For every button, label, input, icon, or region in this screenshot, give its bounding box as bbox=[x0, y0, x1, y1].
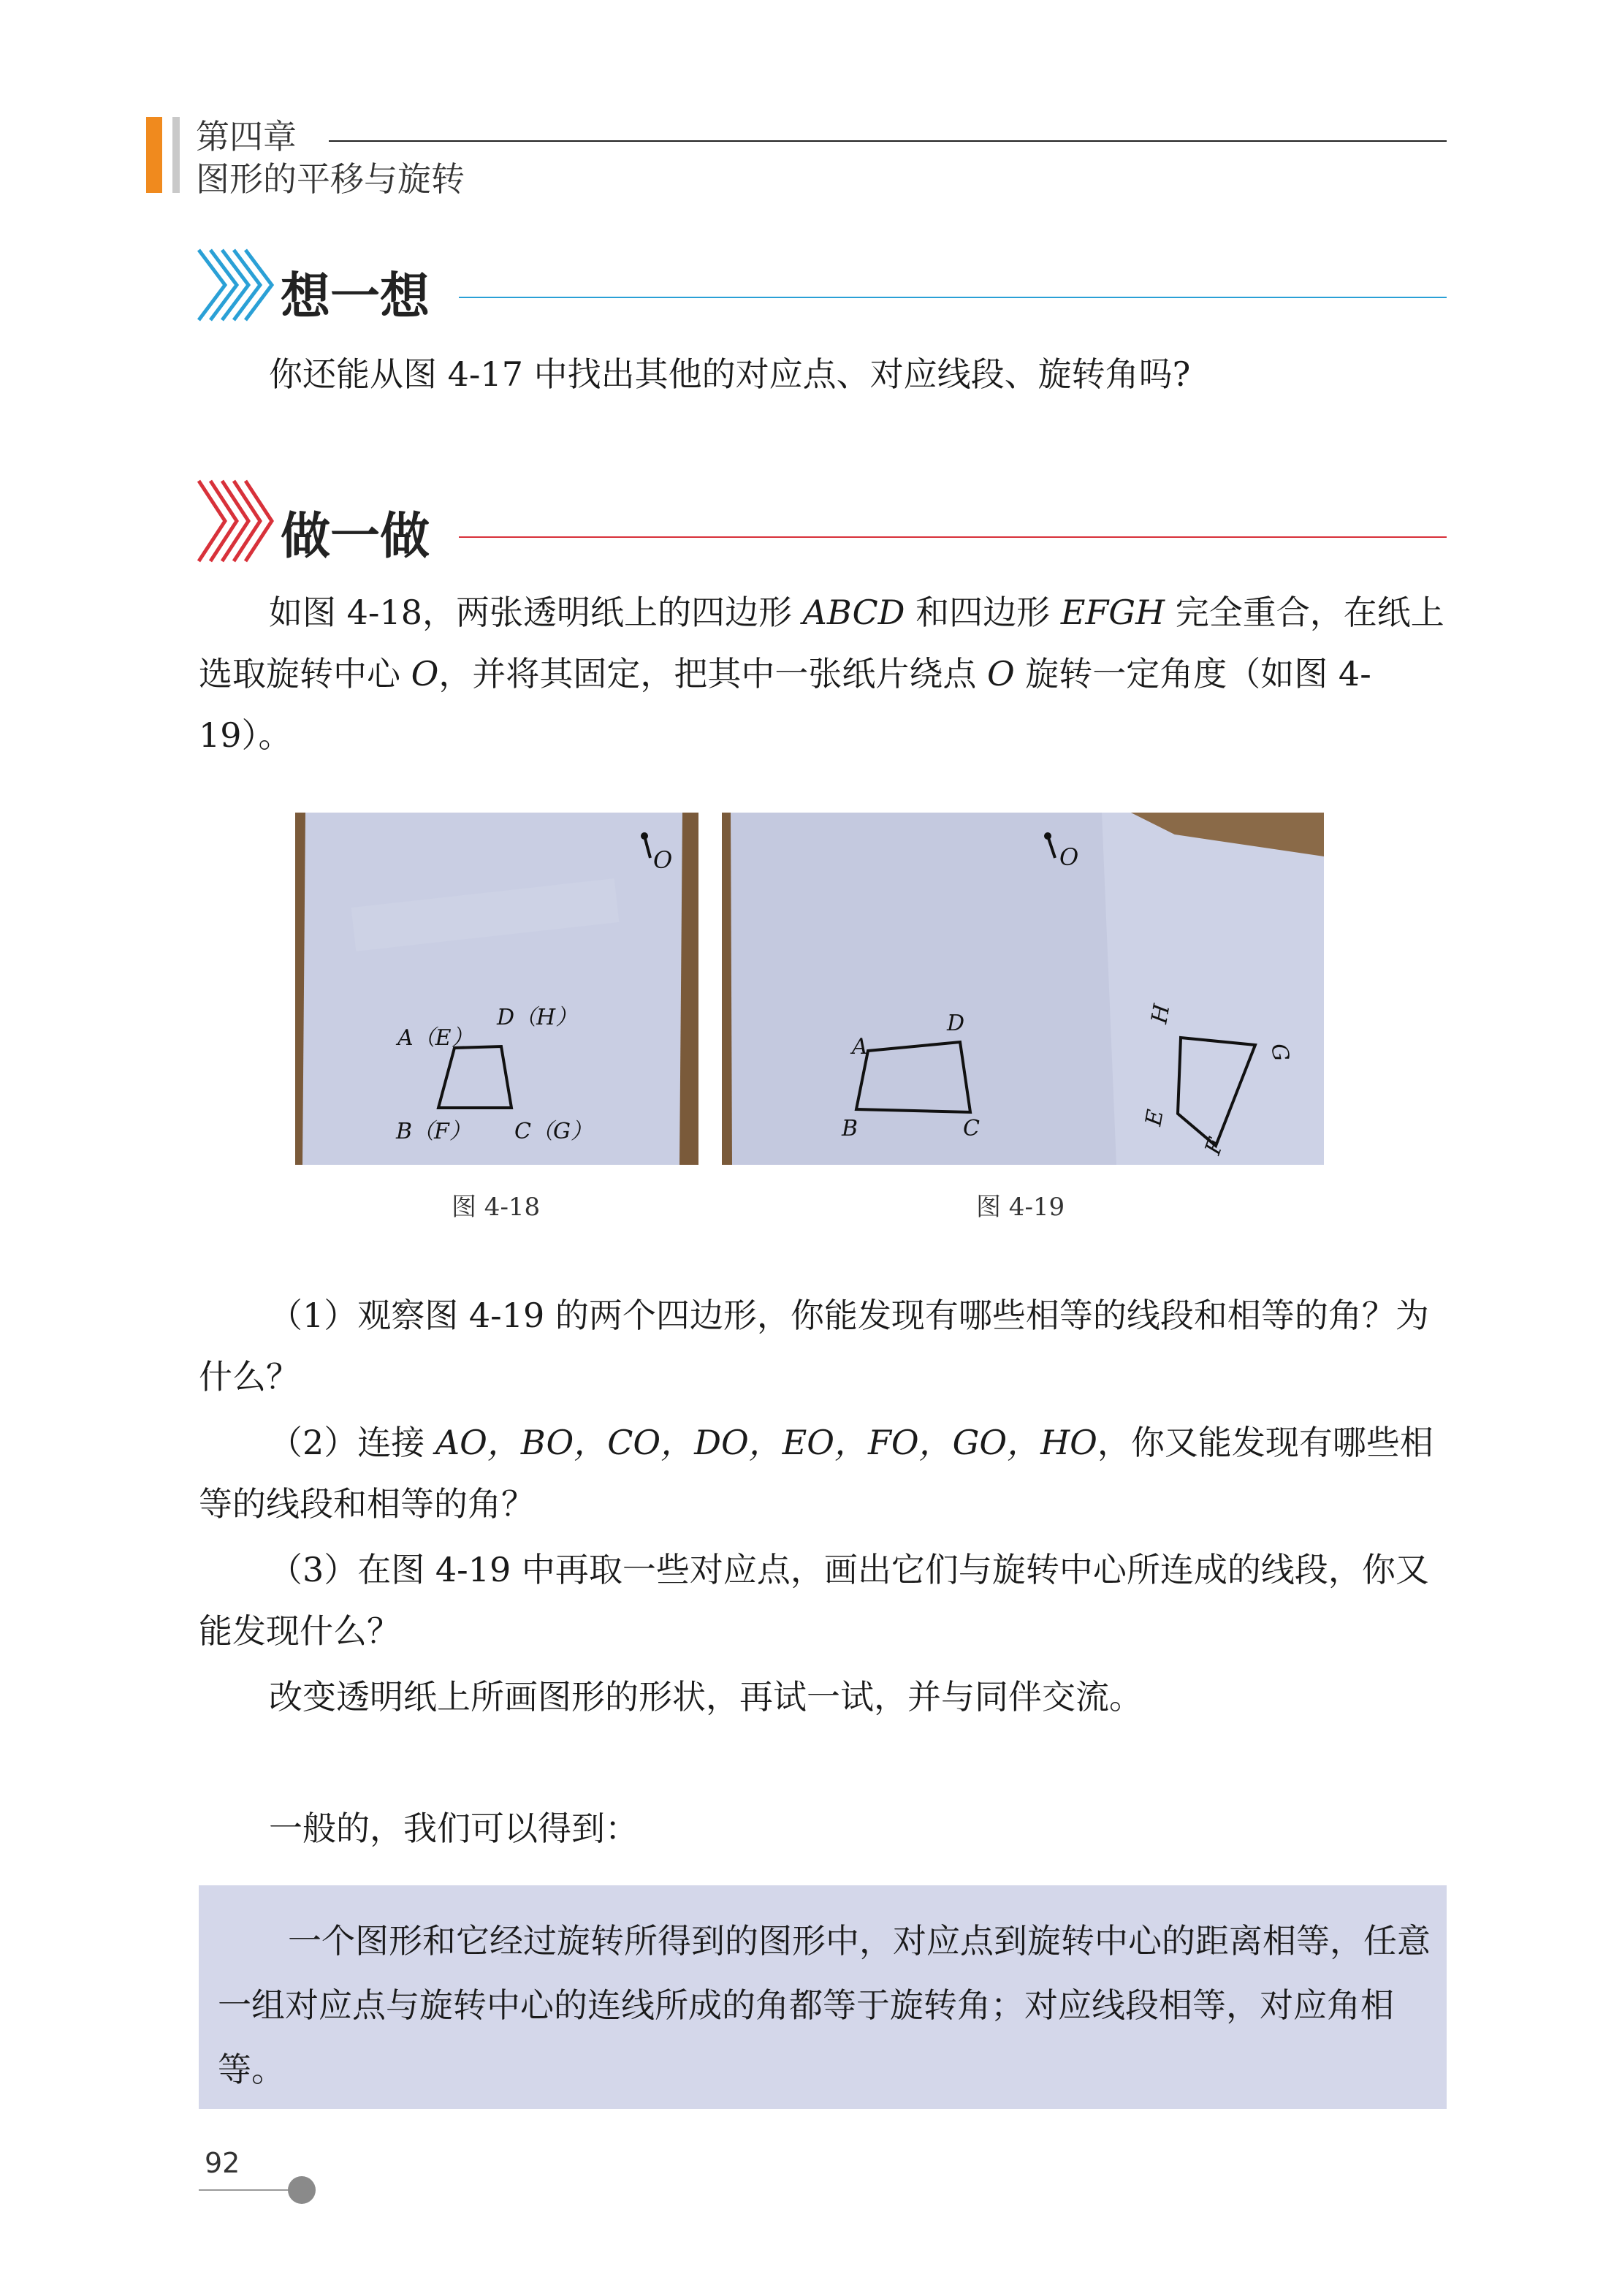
header-accent-bar bbox=[146, 117, 162, 193]
figure-4-18-photo bbox=[295, 813, 698, 1165]
header-accent-bar-gray bbox=[172, 117, 180, 193]
question-3: （3）在图 4-19 中再取一些对应点，画出它们与旋转中心所连成的线段，你又能发现什么？ bbox=[199, 1550, 1429, 1651]
fig2-label-b: B bbox=[842, 1116, 858, 1141]
fig1-label-cg: C（G） bbox=[514, 1119, 593, 1144]
fig2-label-f: F bbox=[1200, 1135, 1230, 1158]
footer-rule bbox=[199, 2189, 294, 2191]
do-heading: 做一做 bbox=[281, 507, 430, 566]
chapter-label: 第四章 bbox=[196, 117, 297, 156]
figure-4-18-caption: 图 4-18 bbox=[452, 1193, 541, 1222]
fig1-label-bf: B（F） bbox=[396, 1119, 471, 1144]
think-question: 你还能从图 4-17 中找出其他的对应点、对应线段、旋转角吗? bbox=[269, 354, 1191, 394]
figure-4-19-caption: 图 4-19 bbox=[976, 1193, 1065, 1222]
page-number: 92 bbox=[205, 2147, 240, 2179]
chapter-title: 图形的平移与旋转 bbox=[196, 159, 465, 199]
fig1-label-ae: A（E） bbox=[397, 1025, 473, 1051]
fig2-label-o: O bbox=[1059, 843, 1079, 871]
fig1-label-dh: D（H） bbox=[497, 1005, 578, 1030]
question-2: （2）连接 AO，BO，CO，DO，EO，FO，GO，HO，你又能发现有哪些相等的线段和相等的角？ bbox=[199, 1423, 1433, 1524]
fig2-label-a: A bbox=[852, 1034, 868, 1060]
figure-4-19-photo bbox=[722, 813, 1324, 1165]
think-heading: 想一想 bbox=[281, 267, 430, 326]
fig2-label-h: H bbox=[1146, 1002, 1176, 1026]
think-rule bbox=[459, 297, 1447, 298]
do-chevrons-icon bbox=[196, 478, 276, 564]
summary-text: 一个图形和它经过旋转所得到的图形中，对应点到旋转中心的距离相等，任意一组对应点与旋转中心的连线所成的角都等于旋转角；对应线段相等，对应角相等。 bbox=[218, 1921, 1431, 2089]
question-1: （1）观察图 4-19 的两个四边形，你能发现有哪些相等的线段和相等的角？为什么？ bbox=[199, 1296, 1429, 1396]
fig1-label-o: O bbox=[653, 846, 673, 874]
figure-4-19-drawing bbox=[722, 813, 1324, 1165]
do-intro: 如图 4-18，两张透明纸上的四边形 ABCD 和四边形 EFGH 完全重合，在纸上选取旋转中心 O，并将其固定，把其中一张纸片绕点 O 旋转一定角度（如图 4-19）。 bbox=[199, 593, 1444, 755]
fig2-label-c: C bbox=[963, 1116, 980, 1141]
header-rule bbox=[329, 140, 1447, 142]
fig2-label-e: E bbox=[1141, 1107, 1169, 1128]
figure-4-18-drawing bbox=[295, 813, 698, 1165]
do-rule bbox=[459, 536, 1447, 538]
fig2-label-g: G bbox=[1265, 1041, 1294, 1063]
think-chevrons-icon bbox=[196, 247, 276, 323]
change-shape-instruction: 改变透明纸上所画图形的形状，再试一试，并与同伴交流。 bbox=[269, 1677, 1143, 1717]
general-conclusion-lead: 一般的，我们可以得到： bbox=[269, 1809, 639, 1848]
fig2-label-d: D bbox=[947, 1011, 965, 1036]
footer-dot-icon bbox=[288, 2176, 316, 2204]
